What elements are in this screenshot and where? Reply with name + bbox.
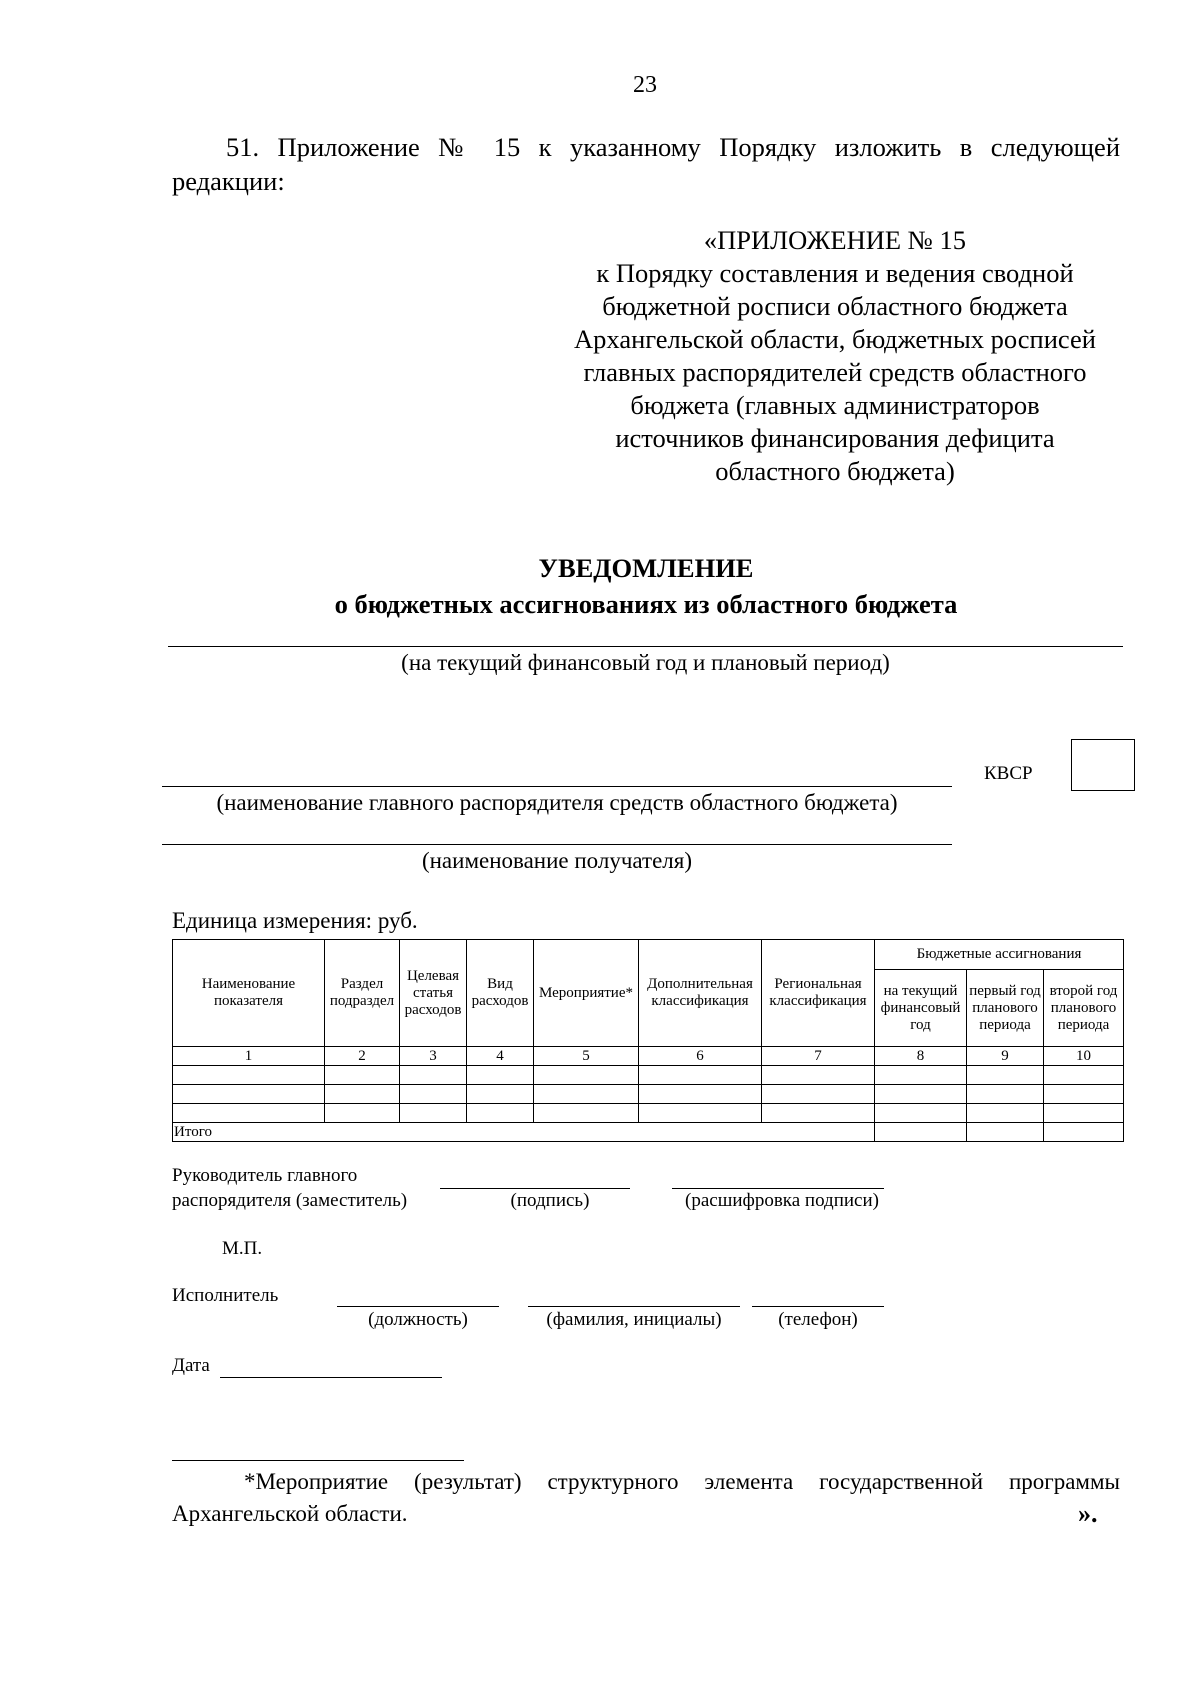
- document-subtitle: о бюджетных ассигнованиях из областного бюджета: [334, 589, 958, 619]
- phone-caption: (телефон): [778, 1309, 858, 1330]
- phone-line: [752, 1306, 884, 1307]
- table-row: [173, 1085, 1124, 1104]
- appendix-line: Архангельской области, бюджетных росписей: [574, 324, 1096, 354]
- column-number: 9: [967, 1047, 1044, 1066]
- header-name: Наименование показателя: [173, 940, 325, 1047]
- header-section: Раздел подраздел: [325, 940, 400, 1047]
- head-label-line1: Руководитель главного: [172, 1165, 358, 1186]
- kvsr-label: КВСР: [984, 763, 1033, 784]
- name-line: [528, 1306, 740, 1307]
- kvsr-code-box: [1071, 739, 1135, 791]
- table-row: [173, 1066, 1124, 1085]
- column-number: 8: [875, 1047, 967, 1066]
- footnote: [172, 1466, 1120, 1530]
- column-number: 4: [467, 1047, 534, 1066]
- column-number: 6: [639, 1047, 762, 1066]
- recipient-caption: (наименование получателя): [421, 848, 693, 873]
- appendix-line: источников финансирования дефицита: [615, 423, 1055, 453]
- recipient-line: [162, 844, 952, 845]
- header-current-year: на текущий финансовый год: [875, 970, 967, 1047]
- table-row: [173, 1104, 1124, 1123]
- header-expense-type: Вид расходов: [467, 940, 534, 1047]
- appendix-header: [540, 224, 1130, 488]
- header-target-article: Целевая статья расходов: [400, 940, 467, 1047]
- period-line: [168, 646, 1123, 647]
- appendix-line: к Порядку составления и ведения сводной: [596, 258, 1074, 288]
- appendix-line: главных распорядителей средств областного: [583, 357, 1087, 387]
- stamp-label: М.П.: [222, 1238, 263, 1259]
- column-number: 10: [1044, 1047, 1124, 1066]
- header-first-plan-year: первый год планового периода: [967, 970, 1044, 1047]
- appendix-line: бюджетной росписи областного бюджета: [602, 291, 1068, 321]
- date-line: [220, 1377, 442, 1378]
- executor-label: Исполнитель: [172, 1285, 279, 1306]
- decryption-caption: (расшифровка подписи): [685, 1190, 879, 1211]
- date-label: Дата: [172, 1355, 210, 1376]
- appendix-line: «ПРИЛОЖЕНИЕ № 15: [703, 225, 967, 255]
- signature-caption: (подпись): [510, 1190, 590, 1211]
- header-event: Мероприятие*: [534, 940, 639, 1047]
- column-number: 3: [400, 1047, 467, 1066]
- distributor-caption: (наименование главного распорядителя средств областного бюджета): [216, 790, 898, 815]
- assignments-table: [172, 939, 1124, 1142]
- position-caption: (должность): [368, 1309, 468, 1330]
- column-number: 7: [762, 1047, 875, 1066]
- distributor-line: [162, 786, 952, 787]
- header-regional-classification: Региональная классификация: [762, 940, 875, 1047]
- header-budget-assignments: Бюджетные ассигнования: [875, 940, 1124, 970]
- closing-quote: ».: [1078, 1499, 1098, 1528]
- total-row: [173, 1123, 1124, 1142]
- total-label: Итого: [173, 1123, 875, 1142]
- header-second-plan-year: второй год планового периода: [1044, 970, 1124, 1047]
- column-number: 5: [534, 1047, 639, 1066]
- intro-paragraph: 51. Приложение № 15 к указанному Порядку изложить в следующей редакции:: [172, 132, 1120, 196]
- column-number: 2: [325, 1047, 400, 1066]
- decryption-line: [672, 1188, 884, 1189]
- appendix-line: областного бюджета): [715, 456, 955, 486]
- unit-label: Единица измерения: руб.: [172, 908, 418, 933]
- signature-line: [440, 1188, 630, 1189]
- name-caption: (фамилия, инициалы): [546, 1309, 722, 1330]
- page-number: 23: [633, 72, 657, 98]
- appendix-line: бюджета (главных администраторов: [630, 390, 1040, 420]
- header-additional-classification: Дополнительная классификация: [639, 940, 762, 1047]
- footnote-separator: [172, 1460, 464, 1461]
- footnote-text: *Мероприятие (результат) структурного элемента государственной программы Архангельской области.: [172, 1469, 1120, 1526]
- head-label-line2: распорядителя (заместитель): [172, 1190, 408, 1211]
- column-number: 1: [173, 1047, 325, 1066]
- document-title: УВЕДОМЛЕНИЕ: [538, 553, 754, 583]
- period-caption: (на текущий финансовый год и плановый период): [401, 650, 890, 675]
- position-line: [337, 1306, 499, 1307]
